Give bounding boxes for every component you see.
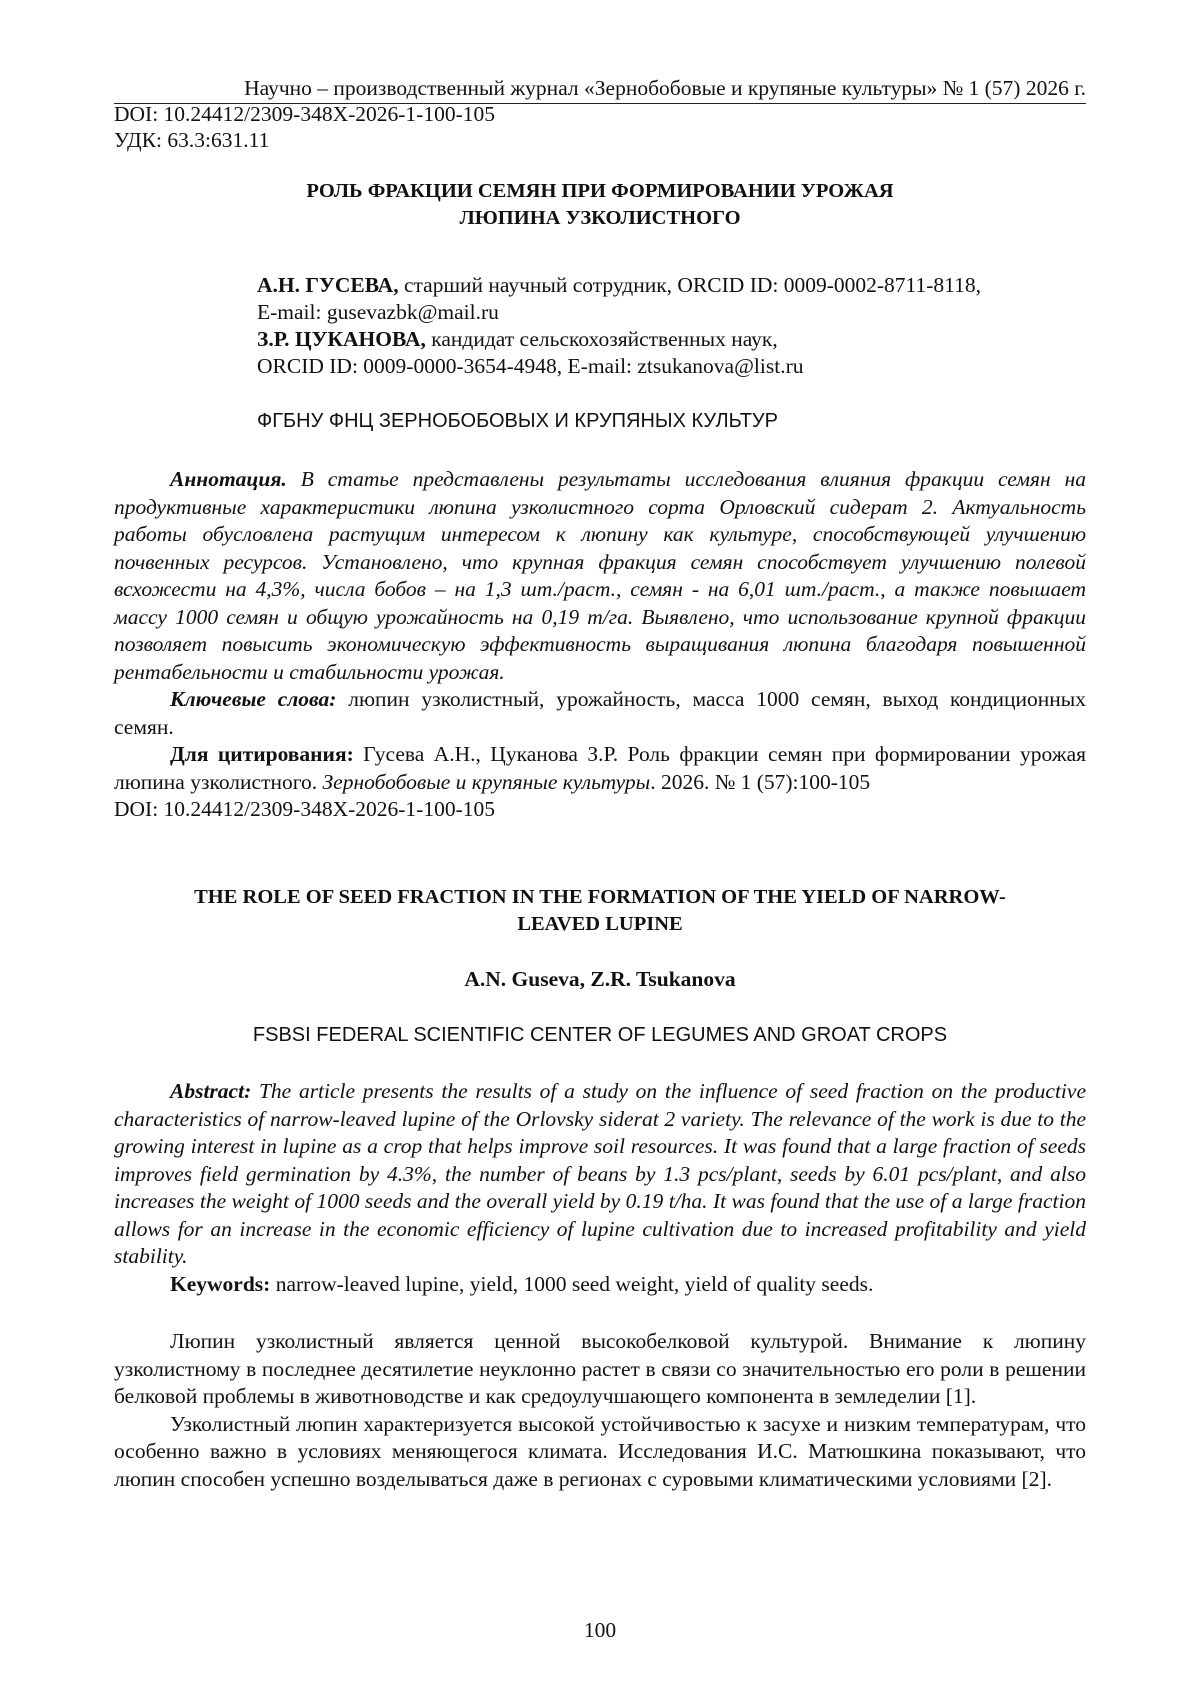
title-en-line-1: THE ROLE OF SEED FRACTION IN THE FORMATION OF THE YIELD OF NARROW- xyxy=(194,886,1006,908)
author-2-name: З.Р. ЦУКАНОВА, xyxy=(257,327,426,351)
abstract-ru xyxy=(114,466,1086,686)
abstract-en-text: The article presents the results of a study on the influence of seed fraction on the productive characteristics of narrow-leaved lupine of the Orlovsky siderat 2 variety. The relevance of the work is due to the growing interest in lupine as a crop that helps improve soil resources. It was found that a large fraction of seeds improves field germination by 4.3%, the number of beans by 1.3 pcs/plant, seeds by 6.01 pcs/plant, and also increases the weight of 1000 seeds and the overall yield by 0.19 t/ha. It was found that the use of a large fraction allows for an increase in the economic efficiency of lupine cultivation due to increased profitability and yield stability. xyxy=(114,1079,1086,1268)
author-2-orcid: ORCID ID: 0009-0000-3654-4948, E-mail: ztsukanova@list.ru xyxy=(257,354,804,378)
page-number: 100 xyxy=(583,1618,617,1642)
keywords-ru-label: Ключевые слова: xyxy=(170,687,337,711)
abstract-en xyxy=(114,1078,1086,1271)
citation-journal: Зернобобовые и крупяные культуры xyxy=(322,769,651,794)
citation xyxy=(114,741,1086,796)
keywords-en xyxy=(114,1271,1086,1299)
udk-line: УДК: 63.3:631.11 xyxy=(114,128,270,152)
abstract-ru-label: Аннотация. xyxy=(170,467,287,491)
author-2 xyxy=(257,326,1086,353)
citation-issue: . 2026. № 1 (57):100-105 xyxy=(650,769,871,794)
doi-line: DOI: 10.24412/2309-348X-2026-1-100-105 xyxy=(114,102,495,126)
abstract-en-section xyxy=(114,1078,1086,1298)
abstract-ru-text: В статье представлены результаты исследования влияния фракции семян на продуктивные характеристики люпина узколистного сорта Орловский сидерат 2. Актуальность работы обусловлена растущим интересом к люпину как культуре, способствующей улучшению почвенных ресурсов. Установлено, что крупная фракция семян способствует улучшению полевой всхожести на 4,3%, числа бобов – на 1,3 шт./раст., семян - на 6,01 шт./раст., а также повышает массу 1000 семян и общую урожайность на 0,19 т/га. Выявлено, что использование крупной фракции позволяет повысить экономическую эффективность выращивания люпина благодаря повышенной рентабельности и стабильности урожая. xyxy=(114,467,1086,684)
author-1-email: E-mail: gusevazbk@mail.ru xyxy=(257,300,499,324)
abstract-en-label: Abstract: xyxy=(170,1079,252,1103)
keywords-en-text: narrow-leaved lupine, yield, 1000 seed weight, yield of quality seeds. xyxy=(270,1271,874,1296)
author-1-name: А.Н. ГУСЕВА, xyxy=(257,273,399,297)
citation-doi: DOI: 10.24412/2309-348X-2026-1-100-105 xyxy=(114,797,495,821)
abstract-ru-section xyxy=(114,466,1086,824)
organization-en: FSBSI FEDERAL SCIENTIFIC CENTER OF LEGUMES AND GROAT CROPS xyxy=(252,1024,948,1046)
keywords-ru-text: люпин узколистный, урожайность, масса 1000 семян, выход кондиционных семян. xyxy=(114,687,1086,739)
citation-text: Гусева А.Н., Цуканова З.Р. Роль фракции семян при формировании урожая люпина узколистного. xyxy=(114,742,1086,794)
title-en-line-2: LEAVED LUPINE xyxy=(517,913,683,935)
keywords-ru xyxy=(114,686,1086,741)
title-ru-line-2: ЛЮПИНА УЗКОЛИСТНОГО xyxy=(459,207,741,229)
organization-ru: ФГБНУ ФНЦ ЗЕРНОБОБОВЫХ И КРУПЯНЫХ КУЛЬТУР xyxy=(257,410,778,432)
body-paragraph-1: Люпин узколистный является ценной высокобелковой культурой. Внимание к люпину узколистному в последнее десятилетие неуклонно растет в связи со значительностью его роли в решении белковой проблемы в животноводстве и как средоулучшающего компонента в земледелии [1]. xyxy=(114,1329,1086,1408)
citation-label: Для цитирования: xyxy=(170,742,354,766)
author-block-ru xyxy=(257,272,1086,380)
author-2-position: кандидат сельскохозяйственных наук, xyxy=(425,327,778,351)
body-text xyxy=(114,1328,1086,1493)
article-title-en xyxy=(114,884,1086,938)
author-1 xyxy=(257,272,1086,299)
keywords-en-label: Keywords: xyxy=(170,1271,271,1296)
authors-en: A.N. Guseva, Z.R. Tsukanova xyxy=(464,967,736,991)
body-paragraph-2: Узколистный люпин характеризуется высокой устойчивостью к засухе и низким температурам, что особенно важно в условиях меняющегося климата. Исследования И.С. Матюшкина показывают, что люпин способен успешно возделываться даже в регионах с суровыми климатическими условиями [2]. xyxy=(114,1411,1086,1491)
title-ru-line-1: РОЛЬ ФРАКЦИИ СЕМЯН ПРИ ФОРМИРОВАНИИ УРОЖАЯ xyxy=(306,180,894,202)
running-head: Научно – производственный журнал «Зернобобовые и крупяные культуры» № 1 (57) 2026 г. xyxy=(114,74,1086,104)
author-1-position: старший научный сотрудник, ORCID ID: 0009-0002-8711-8118, xyxy=(398,273,981,297)
article-title-ru xyxy=(114,178,1086,232)
